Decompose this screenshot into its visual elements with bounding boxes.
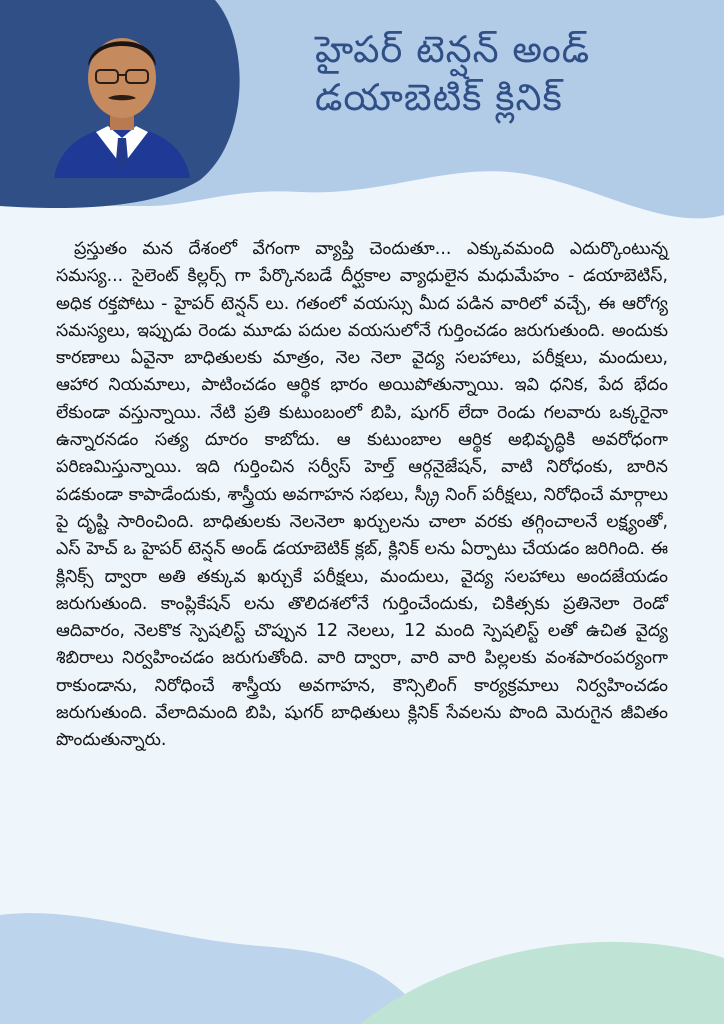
bottom-left-wave-shape — [0, 913, 430, 1024]
title-line-2: డయాబెటిక్ క్లినిక్ — [315, 76, 563, 119]
bottom-right-wave-shape — [360, 942, 724, 1024]
page-title — [315, 26, 695, 122]
title-line-1: హైపర్ టెన్షన్ అండ్ — [315, 28, 591, 71]
portrait-image — [52, 20, 192, 178]
article-body: ప్రస్తుతం మన దేశంలో వేగంగా వ్యాప్తి చెందుతూ... ఎక్కువమంది ఎదుర్కొంటున్న సమస్య... సైలెంట్ కిల్లర్స్ గా పేర్కొనబడే దీర్ఘకాల వ్యాధులైన మధుమేహం - డయాబెటిస్, అధిక రక్తపోటు - హైపర్ టెన్షన్ లు. గతంలో వయస్సు మీద పడిన వారిలో వచ్చే, ఈ ఆరోగ్య సమస్యలు, ఇప్పుడు రెండు మూడు పదుల వయసులోనే గుర్తించడం జరుగుతుంది. అందుకు కారణాలు ఏవైనా బాధితులకు మాత్రం, నెల నెలా వైద్య సలహాలు, పరీక్షలు, మందులు, ఆహార నియమాలు, పాటించడం ఆర్థిక భారం అయిపోతున్నాయి. ఇవి ధనిక, పేద భేదం లేకుండా వస్తున్నాయి. నేటి ప్రతి కుటుంబంలో బిపి, షుగర్ లేదా రెండు గలవారు ఒక్కరైనా ఉన్నారనడం సత్య దూరం కాబోదు. ఆ కుటుంబాల ఆర్థిక అభివృద్ధికి అవరోధంగా పరిణమిస్తున్నాయి. ఇది గుర్తించిన సర్వీస్ హెల్త్ ఆర్గనైజేషన్, వాటి నిరోధంకు, బారిన పడకుండా కాపాడేందుకు, శాస్త్రీయ అవగాహన సభలు, స్క్రీ నింగ్ పరీక్షలు, నిరోధించే మార్గాలు పై దృష్టి సారించింది. బాధితులకు నెలనెలా ఖర్చులను చాలా వరకు తగ్గించాలనే లక్ష్యంతో, ఎస్ హెచ్ ఒ హైపర్ టెన్షన్ అండ్ డయాబెటిక్ క్లబ్, క్లినిక్ లను ఏర్పాటు చేయడం జరిగింది. ఈ క్లినిక్స్ ద్వారా అతి తక్కువ ఖర్చుకే పరీక్షలు, మందులు, వైద్య సలహాలు అందజేయడం జరుగుతుంది. కాంప్లికేషన్ లను తొలిదశలోనే గుర్తించేందుకు, చికిత్సకు ప్రతినెలా రెండో ఆదివారం, నెలకొక స్పెషలిస్ట్ చొప్పున 12 నెలలు, 12 మంది స్పెషలిస్ట్ లతో ఉచిత వైద్య శిబిరాలు నిర్వహించడం జరుగుతోంది. వారి ద్వారా, వారి వారి పిల్లలకు వంశపారంపర్యంగా రాకుండాను, నిరోధించే శాస్త్రీయ అవగాహన, కౌన్సిలింగ్ కార్యక్రమాలు నిర్వహించడం జరుగుతుంది. వేలాదిమంది బిపి, షుగర్ బాధితులు క్లినిక్ సేవలను పొంది మెరుగైన జీవితం పొందుతున్నారు. — [56, 239, 668, 751]
